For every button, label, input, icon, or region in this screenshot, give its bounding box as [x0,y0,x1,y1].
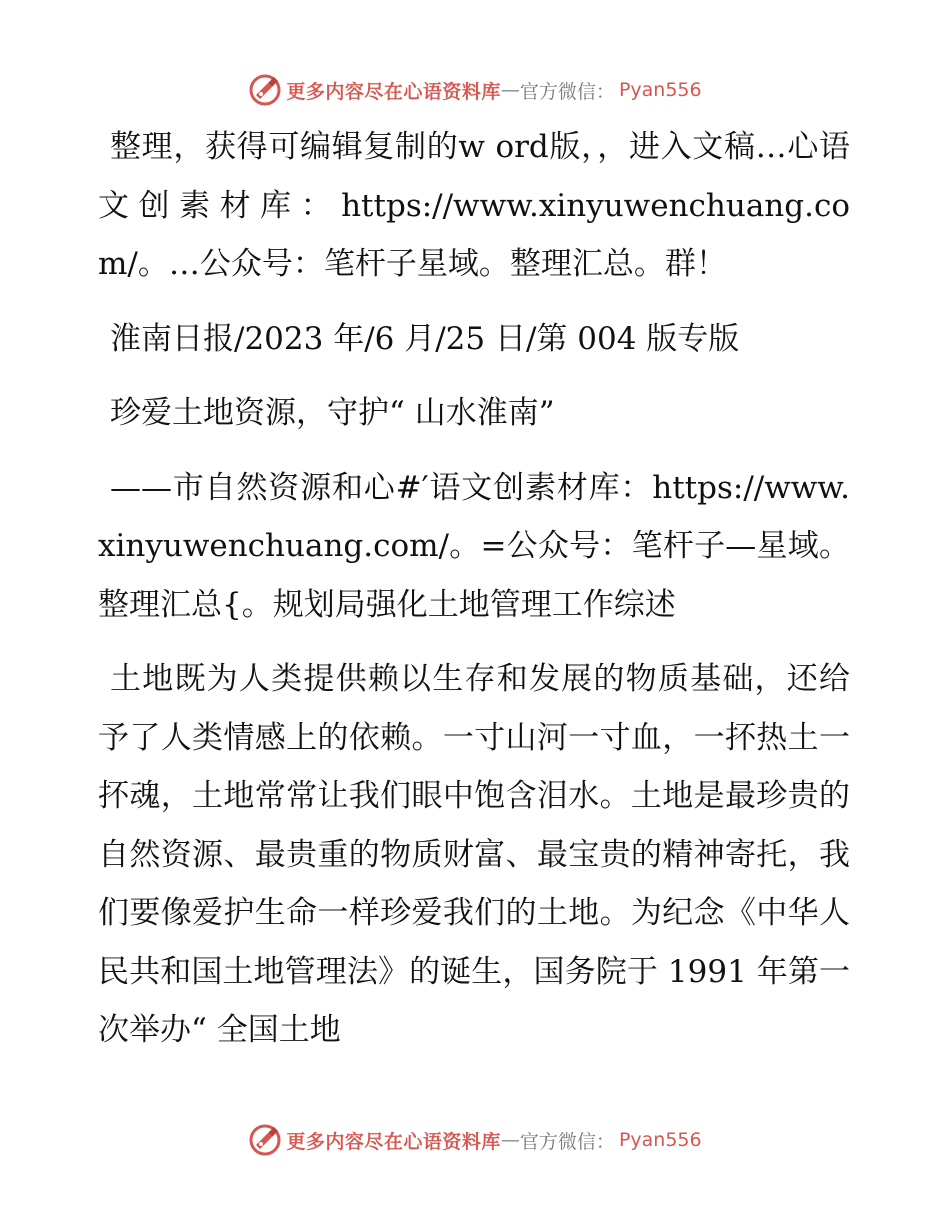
banner-wechat-id: Pyan556 [618,1129,702,1151]
header-watermark-banner [0,70,950,110]
source-line: 淮南日报/2023 年/6 月/25 日/第 004 版专版 [110,320,740,357]
banner-text: 更多内容尽在心语资料库 [286,1130,501,1153]
banner-separator: — [500,1129,520,1151]
intro-paragraph: 整理，获得可编辑复制的w ord版，，进入文稿…心语文创素材库：https://www.xinyuwenchuang.com/。…公众号：笔杆子星域。整理汇总。群！ [98,129,850,282]
banner-text: 更多内容尽在心语资料库 [286,80,501,103]
footer-watermark-banner [0,1120,950,1160]
banner-separator: — [500,79,520,101]
article-title: 珍爱土地资源，守护“ 山水淮南” [110,395,555,431]
banner-wechat-id: Pyan556 [618,79,702,101]
quill-logo-icon [248,73,282,107]
article-subtitle: ——市自然资源和心#′语文创素材库：https://www.xinyuwenchuang.com/。=公众号：笔杆子—星域。整理汇总{。规划局强化土地管理工作综述 [98,469,850,623]
quill-logo-icon [248,1123,282,1157]
body-paragraph: 土地既为人类提供赖以生存和发展的物质基础，还给予了人类情感上的依赖。一寸山河一寸血，一抔热土一抔魂，土地常常让我们眼中饱含泪水。土地是最珍贵的自然资源、最贵重的物质财富、最宝贵的精神寄托，我们要像爱护生命一样珍爱我们的土地。为纪念《中华人民共和国土地管理法》的诞生，国务院于 1991 年第一次举办“ 全国土地 [98,661,850,1048]
document-body [98,118,850,1060]
banner-official-label: 官方微信： [519,1130,615,1153]
banner-official-label: 官方微信： [519,80,615,103]
